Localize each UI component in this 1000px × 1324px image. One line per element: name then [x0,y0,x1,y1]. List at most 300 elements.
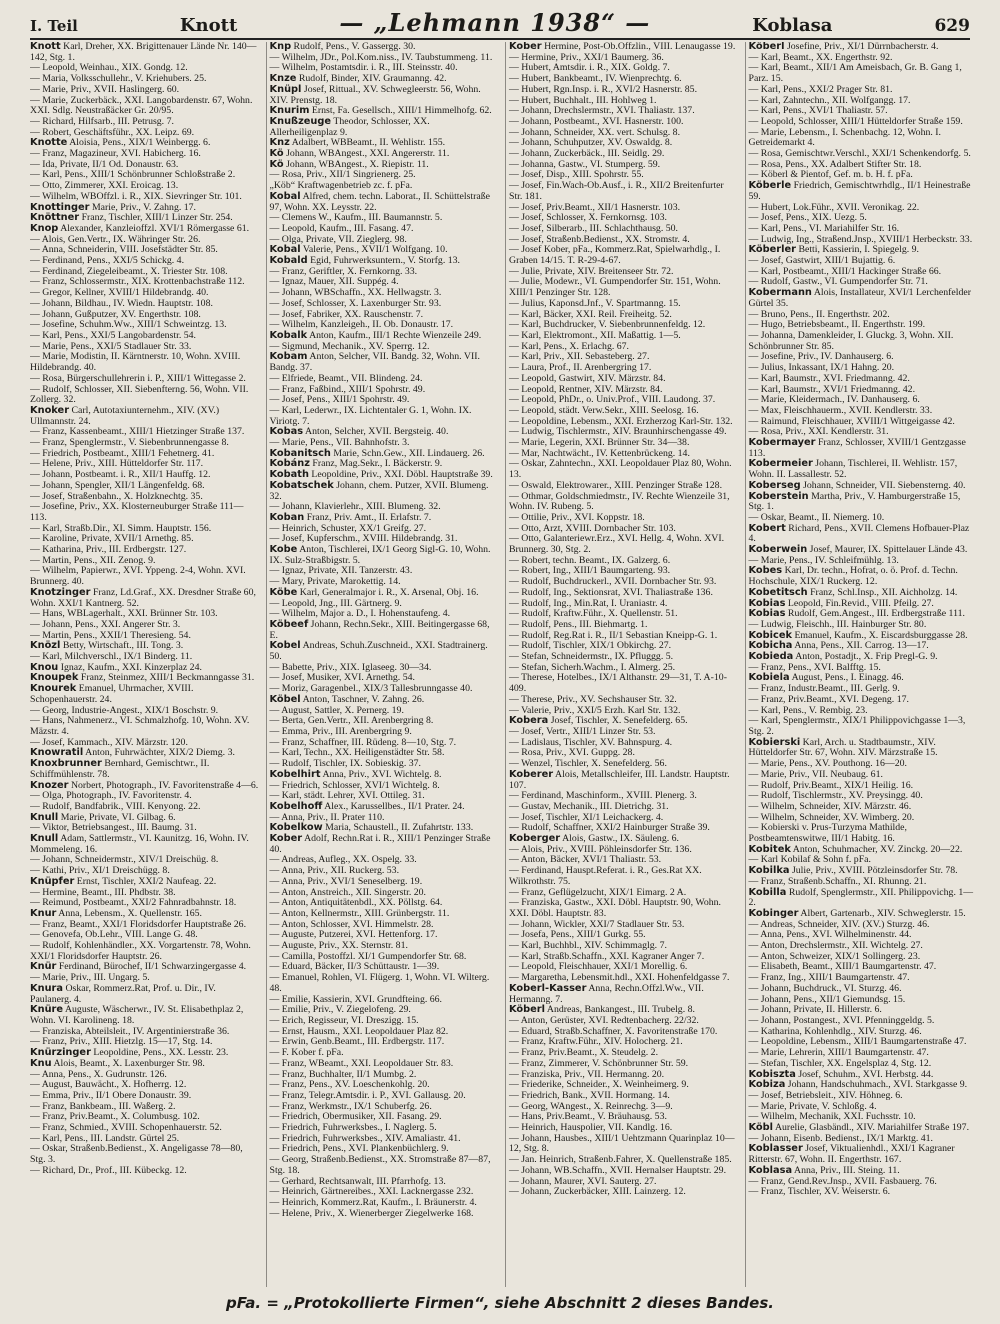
entry-details: — Hermine, Priv., XXI/1 Baumerg. 36. [509,51,664,63]
entry-details: — Erich, Regisseur, VI. Dreszigg. 15. [269,1014,419,1026]
entry-details: — Friedrich, Pens., XVI. Plankenbüchlerg. 9. [269,1143,449,1155]
entry-details: — Rudolf, Schaffner, XXI/2 Hainburger Straße 39. [509,822,710,834]
entry-details: Aloisia, Pens., XIX/1 Weinbergg. 6. [69,137,211,149]
entry-details: — Hubert, Lok.Führ., XVII. Veronikag. 22. [748,201,920,213]
entry-details: — Marie, Lehrerin, XIII/1 Baumgartenstr. 47. [748,1047,929,1059]
entry-details: — Julius, Kaponsd.Jnf., V. Spartmanng. 15. [509,297,681,309]
entry-surname: Knür [30,961,57,973]
entry-details: — Karl, Baumstr., XVI/1 Friedmanng. 42. [748,383,916,395]
entry-details: — Leopold, Fleischhauer, XXI/1 Morellig. 6. [509,961,688,973]
entry-details: — Johann, Klavierlehr., XIII. Blumeng. 32. [269,501,441,513]
entry-surname: Knur [30,907,57,919]
entry-details: — Ludwig, Tischlermstr., XIV. Braunhirschengasse 49. [509,426,727,438]
entry-details: — Ignaz, Private, XII. Tanzerstr. 43. [269,565,413,577]
right-catchword: Koblasa [752,15,833,36]
entry-surname: Koban [269,511,305,523]
entry-surname: Knüre [30,1004,64,1016]
entry-details: Marie, Schn.Gew., XII. Lindauerg. 26. [333,447,485,459]
entry-surname: Knüpfer [30,875,75,887]
entry-details: — Karl, städt. Lehrer, XVI. Ottileg. 31. [269,790,425,802]
entry-details: — Marie, Kleidermach., IV. Danhauserg. 6. [748,394,920,406]
entry-details: — Franz, Zimmerer, V. Schönbrunner Str. 59. [509,1057,689,1069]
directory-entry [749,823,979,844]
entry-details: Theodor, Schlosser, XX. Allerheiligenplaz 9. [269,115,430,138]
entry-details: — Oskar, Beamt., II. Niemerg. 10. [748,511,885,523]
entry-details: — Johann, Schuhputzer, XV. Oswaldg. 8. [509,137,673,149]
entry-details: Marie, Priv., V. Zahng. 17. [91,201,196,213]
entry-details: — Babette, Priv., XIX. Iglaseeg. 30—34. [269,661,432,673]
directory-entry [509,898,739,919]
entry-details: — Ludwig, Ing., Straßend.Jnsp., XVIII/1 Herbeckstr. 33. [748,233,973,245]
entry-details: — Ferdinand, Maschinform., XVIII. Plenerg. 3. [509,790,697,802]
entry-details: Oskar, Rommerz.Rat, Prof. u. Dir., IV. Paulanerg. 4. [30,982,216,1005]
entry-details: Franz, Schl.Insp., XII. Aichholzg. 14. [810,586,958,598]
entry-details: — Karl, Pens., XXI/2 Prager Str. 81. [748,83,893,95]
entry-details: — Johanna, Damenkleider, I. Gluckg. 3, Wohn. XII. Schönbrunner Str. 85. [748,329,954,352]
entry-details: Andreas, Schuh.Zuschneid., XXI. Stadtrainerg. 50. [269,640,488,663]
entry-surname: Knp [269,42,292,52]
entry-details: — Leopold, Gastwirt, XIV. Märzstr. 84. [509,372,666,384]
entry-surname: Knu [30,1057,52,1069]
entry-details: — Georg, Industrie-Angest., XIX/1 Boschstr. 9. [30,704,219,716]
entry-details: — Franz, Geflügelzucht, XIX/1 Eimarg. 2 A. [509,886,687,898]
directory-entry [270,352,500,373]
entry-details: Emanuel, Uhrmacher, XVIII. Schopenhauerstr. 24. [30,683,194,705]
directory-entry [749,459,979,480]
entry-details: — Franz, Tischler, XV. Weiserstr. 6. [748,1186,891,1198]
entry-surname: Kobánz [269,458,310,470]
entry-details: — Leopold, PhDr., o. Univ.Prof., VIII. Laudong. 37. [509,394,716,406]
directory-entry [270,1209,500,1220]
entry-details: — Rudolf, Ing., Sektionsrat, XVI. Thaliastraße 136. [509,586,713,598]
entry-details: — Laura, Prof., II. Arenbergring 17. [509,362,652,374]
entry-details: Rudolf, Spenglermstr., XII. Philippovichg. 1—2. [748,886,974,909]
entry-details: — Leopold, Jng., III. Gärtnerg. 9. [269,597,402,609]
entry-details: — Franz, Geriftler, X. Fernkorng. 33. [269,265,418,277]
entry-details: — Gregor, Kellner, XVIII/1 Hildebrandg. 40. [30,287,209,299]
entry-details: — Helene, Priv., X. Wienerberger Ziegelwerke 168. [269,1207,474,1219]
entry-details: — Franz, Werkmstr., IX/1 Schuberfg. 26. [269,1100,432,1112]
entry-details: — Franz, Faßbind., XIII/1 Spohrstr. 49. [269,383,426,395]
entry-surname: Knurim [269,105,310,117]
entry-details: — Josef, Silberarb., III. Schlachthausg. 50. [509,222,678,234]
entry-details: — Rudolf, Tischler, XIX/1 Obkirchg. 27. [509,640,672,652]
entry-details: — Bruno, Pens., II. Engerthstr. 202. [748,308,890,320]
entry-details: — Johann, Buchdruck., VI. Sturzg. 46. [748,982,902,994]
directory-entry [30,352,260,373]
entry-details: — Julie, Modewr., VI. Gumpendorfer Str. 151, Wohn. XIII/1 Penzinger Str. 128. [509,276,721,299]
entry-details: — Robert, Geschäftsführ., XX. Leipz. 69. [30,126,195,138]
entry-details: — Marie, Pens., VII. Bahnhofstr. 3. [269,437,410,449]
directory-entry [509,673,739,694]
entry-details: Johann, Handschuhmach., XVI. Starkgasse 9. [787,1079,968,1091]
entry-details: Friedrich, Gemischtwrhdlg., II/1 Heinestraße 59. [748,180,971,202]
entry-details: — Moriz, Garagenbel., XIX/3 Tallesbrunngasse 40. [269,683,473,695]
entry-details: Ernst, Tischler, XXI/2 Naufeag. 22. [76,875,217,887]
entry-details: — Wilhelm, Postamtsdir. i. R., III. Steinsstr. 40. [269,62,458,74]
entry-details: — Anna, Priv., II. Prater 110. [269,811,385,823]
entry-surname: Köbeef [269,618,309,630]
entry-details: — Anna, Schneiderin, VIII. Josefstädter Str. 85. [30,244,218,256]
entry-details: — Karl, Straßb.Dir., XI. Simm. Hauptstr. 156. [30,522,212,534]
directory-column [745,42,979,1287]
entry-details: — Therese, Hotelbes., IX/1 Althanstr. 29—31, T. A-10-409. [509,672,727,695]
entry-details: — Wilhelm, WBOffzl. i. R., XIX. Sievringer Str. 101. [30,190,242,202]
entry-details: — Karl, Postbeamt., XIII/1 Hackinger Straße 66. [748,265,942,277]
entry-surname: Knull [30,811,59,823]
entry-details: — Hubert, Amtsdir. i. R., XIX. Goldg. 7. [509,62,670,74]
entry-details: — Johann, Gußputzer, XV. Engerthstr. 108. [30,308,201,320]
entry-details: — Josef, Tischler, XI/1 Leichackerg. 4. [509,811,664,823]
directory-entry [749,331,979,352]
entry-details: — Rosa, Gemischtwr.Verschl., XXI/1 Schenkendorfg. 5. [748,148,971,160]
entry-details: Adolf, Rechn.Rat i. R., XIII/1 Penzinger Straße 40. [269,833,491,855]
entry-details: — Karl, Buchdrucker, V. Siebenbrunnenfeldg. 12. [509,319,706,331]
entry-surname: Kobanitsch [269,447,331,459]
directory-entry [509,245,739,266]
entry-details: „Köb“ Kraftwagenbetrieb zc. f. pFa. [269,180,413,192]
entry-details: — Reimund, Postbeamt., XXI/2 Fahnradbahnstr. 18. [30,897,237,909]
entry-details: — Marie, Legerin, XXI. Brünner Str. 34—38. [509,437,690,449]
entry-details: — Franz, Beamt., XXI/1 Floridsdorfer Hauptstraße 26. [30,918,247,930]
directory-entry [749,63,979,84]
entry-details: — Otto, Arzt, XVIII. Dornbacher Str. 103. [509,522,676,534]
entry-details: — Karl, Pens., XVI/1 Thaliastr. 57. [748,105,888,117]
entry-details: — Heinrich, Kommerz.Rat, Kaufm., I. Bräunerstr. 4. [269,1196,477,1208]
entry-details: — Josef, Pens., XIX. Uezg. 5. [748,212,867,224]
entry-surname: Kobicha [748,640,793,652]
entry-details: — Gerhard, Rechtsanwalt, III. Pfarrhofg. 13. [269,1175,446,1187]
entry-details: Rudolf, Binder, XIV. Graumanng. 42. [298,73,447,85]
entry-surname: Kobieda [748,651,794,663]
entry-details: — Rudolf, Schlosser, XII. Siebenfterng. 56, Wohn. VII. Zollerg. 32. [30,383,249,406]
entry-details: — Rudolf, Gastw., VI. Gumpendorfer Str. 71. [748,276,928,288]
entry-details: — Alois, Gen.Vertr., IX. Währinger Str. 26. [30,233,201,245]
entry-details: — Ida, Private, II/1 Od. Donaustr. 63. [30,158,179,170]
entry-details: — Andreas, Schneider, XIV. (XV.) Sturzg. 46. [748,918,930,930]
entry-details: — Johann, Private, II. Hillerstr. 6. [748,1004,882,1016]
entry-details: Emanuel, Kaufm., X. Eiscardsburggasse 28. [794,629,968,641]
entry-details: — Johann, Schneidermstr., XIV/1 Dreischüg. 8. [30,854,219,866]
entry-details: — Anna, Priv., XVI/1 Seneselberg. 19. [269,875,423,887]
entry-details: — Josef, Straßenb.Bedienst., XX. Stromstr. 4. [509,233,690,245]
entry-details: — Anton, Anstreich., XII. Singerstr. 20. [269,886,426,898]
directory-entry [30,385,260,406]
entry-details: — Marie, Priv., XVII. Haslingerg. 60. [30,83,180,95]
entry-details: — Marie, Pens., XXI/5 Stadlauer Str. 33. [30,340,192,352]
directory-entry [30,984,260,1005]
entry-surname: Kobelhirt [269,768,321,780]
entry-details: — Josefine, Priv., XX. Klosterneuburger Straße 111—113. [30,501,244,523]
entry-details: — Rosa, Priv., XXI. Kendlerstr. 31. [748,426,889,438]
entry-details: — Marie, Lebensm., I. Schenbachg. 12, Wohn. I. Getreidemarkt 4. [748,126,941,149]
entry-details: — Franziska, Abteilsleit., IV. Argentinierstraße 36. [30,1025,230,1037]
entry-details: Anna, Priv., XVI. Wichtelg. 8. [322,768,442,780]
entry-details: — Hubert, Rgn.Insp. i. R., XVI/2 Hasnerstr. 85. [509,83,698,95]
entry-details: — Josef, Schlosser, X. Laxenburger Str. 93. [269,297,442,309]
entry-details: — Wilhelm, Mechanik, XXI. Fuchsstr. 10. [748,1111,916,1123]
entry-details: — Anna, Pens., X. Gudrunstr. 126. [30,1068,167,1080]
entry-surname: Köberle [748,180,792,192]
entry-details: — Maria, Volksschullehr., V. Kriehubers. 25. [30,73,207,85]
entry-details: — Josef, Fin.Wach-Ob.Ausf., i. R., XII/2 Breitenfurter Str. 181. [509,180,724,202]
entry-surname: Kobias [748,608,786,620]
entry-surname: Kobermeier [748,458,813,470]
entry-surname: Koberl-Kasser [509,982,587,994]
entry-details: — Franz, Kassenbeamt., XIII/1 Hietzinger Straße 137. [30,426,245,438]
entry-details: Josefine, Priv., XI/1 Dürrnbacherstr. 4. [786,42,939,52]
entry-details: — Rosa, Priv., XII/1 Singrienerg. 25. [269,169,416,181]
entry-details: Ferdinand, Bürochef, II/1 Schwarzingergasse 4. [58,961,247,973]
entry-details: — Max, Fleischhauerm., XVII. Kendlerstr. 33. [748,404,933,416]
entry-details: — Ferdinand, Pens., XXI/5 Schickg. 4. [30,255,185,267]
directory-entry [30,1005,260,1026]
entry-surname: Kobelkow [269,822,323,834]
entry-details: Betti, Kassierin, I. Spiegelg. 9. [798,244,919,256]
entry-details: — Margaretha, Lebensmit.hdl., XXI. Hohenfeldgasse 7. [509,972,730,984]
entry-details: — Kobierski v. Prus-Turzyma Mathilde, Postbeamtenswitwe, III/1 Habitg. 16. [748,822,907,845]
entry-surname: Knz [269,137,290,149]
entry-details: — Emma, Priv., III. Arenbergring 9. [269,726,412,737]
entry-surname: Kobelhoff [269,800,323,812]
directory-entry [749,888,979,909]
entry-details: — Wilhelm, Schneider, XV. Wimberg. 20. [748,811,915,823]
entry-details: — Josef, Priv.Beamt., XII/1 Hasnerstr. 103. [509,201,681,213]
entry-details: — Franz, Schaffner, III. Rüdeng. 8—10, Stg. 7. [269,736,457,748]
entry-details: — Johann, WB.Schaffn., XVII. Hernalser Hauptstr. 29. [509,1164,727,1176]
entry-details: — Ludwig, Fleischh., III. Hainburger Str. 80. [748,618,927,630]
entry-details: Marie, Private, VI. Gilbag. 6. [60,811,176,823]
entry-surname: Kobald [269,255,308,267]
entry-surname: Kobilka [748,865,790,877]
entry-details: — Karl, Lederwr., IX. Lichtentaler G. 1, Wohn. IX. Viriotg. 7. [269,404,472,427]
entry-details: — Othmar, Goldschmiedmstr., IV. Rechte Wienzeile 31, Wohn. IV. Rubeng. 5. [509,490,730,513]
entry-surname: Kobam [269,351,308,363]
entry-details: — Oskar, Straßenb.Bedienst., X. Angeligasse 78—80, Stg. 3. [30,1143,243,1166]
entry-details: — Marie, Private, V. Schloßg. 4. [748,1100,877,1112]
entry-details: — Karl, Techn., XX. Heiligenstädter Str. 58. [269,747,445,759]
entry-surname: Knoxbrunner [30,758,102,770]
entry-details: — Johann, Postbeamt. i. R., XII/1 Hauffg. 12. [30,469,211,481]
entry-details: — Marie, Modistin, II. Kärntnerstr. 10, Wohn. XVIII. Hildebrandg. 40. [30,351,241,374]
entry-details: — Karl, Pens., V. Rembig. 23. [748,704,868,716]
entry-details: — Hans, Nahmenerz., VI. Schmalzhofg. 10, Wohn. XV. Mäzstr. 4. [30,715,250,737]
entry-details: — Josef, Schlosser, X. Fernkornsg. 103. [509,212,667,224]
entry-details: — Johann, Zuckerbäck., III. Seidlg. 29. [509,148,665,160]
entry-details: — Mar, Nachtwächt., IV. Kettenbrückeng. 14. [509,447,690,459]
directory-entry [270,481,500,502]
entry-details: — Clemens W., Kaufm., III. Baumannstr. 5. [269,212,443,224]
entry-details: — Helene, Priv., XIII. Hütteldorfer Str. 117. [30,458,204,470]
entry-surname: Knozer [30,779,69,791]
entry-details: — Johann, Postbeamt., XVI. Hasnerstr. 100. [509,115,684,127]
entry-details: — Johann, WBSchaffn., XX. Hellwagstr. 3. [269,287,442,299]
entry-details: — Ottilie, Priv., XVI. Koppstr. 18. [509,511,645,523]
entry-surname: Koberseg [748,479,801,491]
directory-entry [509,534,739,555]
entry-details: Ernst, Fa. Gesellsch., XIII/1 Himmelhofg. 62. [311,105,492,117]
entry-details: — Franz, Pens., XVI. Balfftg. 15. [748,661,881,673]
entry-surname: Koblasser [748,1143,803,1155]
entry-details: — Josef, Vertr., XIII/1 Linzer Str. 53. [509,726,656,737]
entry-details: — Wilhelm, Major a. D., I. Hohenstaufeng. 4. [269,608,451,620]
entry-details: — Olga, Photograph., IV. Favoritenstr. 4. [30,790,192,802]
entry-details: Josef, Rittual., XV. Schwegleerstr. 56, Wohn. XIV. Prenstg. 18. [269,83,481,106]
entry-details: — Ladislaus, Tischler, XV. Bahnspurg. 4. [509,736,673,748]
entry-details: — Johann, Pens., XII/1 Giemundsg. 15. [748,993,906,1005]
entry-details: — Friedrich, Bank., XVII. Hormang. 14. [509,1089,670,1101]
entry-details: — Emilie, Kassierin, XVI. Grundfteing. 66. [269,993,443,1005]
entry-details: — Jan. Heinrich, Straßenb.Fahrer, X. Quellenstraße 185. [509,1154,732,1166]
entry-surname: Koblasa [748,1164,793,1176]
entry-details: — Oswald, Elektrowarer., XIII. Penzinger Straße 128. [509,479,723,491]
entry-details: Karl, Arch. u. Stadtbaumstr., XIV. Hütteldorfer Str. 67, Wohn. XIV. Märzstraße 15. [748,736,938,759]
entry-details: — Karl, Baumstr., XVI. Friedmanng. 42. [748,372,910,384]
directory-entry [30,759,260,780]
entry-details: — Franz, Priv.Beamt., X. Steudelg. 2. [509,1047,659,1059]
entry-details: — Karl, Buchhbl., XIV. Schimmaglg. 7. [509,940,667,952]
entry-details: — Emilie, Priv., V. Ziegelofeng. 29. [269,1004,411,1016]
directory-entry [749,181,979,202]
entry-surname: Kobal [269,244,301,256]
entry-details: Alexander, Kanzleioffzl. XVI/1 Römergasse 61. [60,222,250,234]
entry-details: — Franz, Gend.Rev.Jnsp., XVII. Fasbauerg. 76. [748,1175,937,1187]
entry-details: — Franziska, Priv., VII. Hermanng. 20. [509,1068,665,1080]
entry-details: — Raimund, Fleischhauer, XVIII/1 Wittgeigasse 42. [748,415,955,427]
directory-entry [509,866,739,887]
entry-details: — Johann, Schneider, XX. vert. Schulsg. 8. [509,126,681,138]
entry-details: — Katharina, Priv., III. Erdbergstr. 127. [30,544,187,556]
directory-entry [270,973,500,994]
entry-surname: Koberwein [748,544,808,556]
entry-details: — Franziska, Gastw., XXI. Döbl. Hauptstr. 90, Wohn. XXI. Döbl. Hauptstr. 83. [509,897,722,919]
entry-details: Alois, Metallschleifer, III. Landstr. Hauptstr. 107. [509,768,730,791]
entry-details: Leopoldine, Pens., XX. Lesstr. 23. [93,1047,229,1059]
entry-details: Rudolf, Gem.Angest., III. Erdbergstraße 111. [787,608,965,620]
directory-entry [30,566,260,587]
entry-surname: Knop [30,222,59,234]
directory-columns [30,42,978,1287]
entry-details: — Marie, Zuckerbäck., XXI. Langobardenstr. 67, Wohn. XXI. Sdlg. Neustraßäcker Gr. 20/95. [30,94,253,117]
entry-details: — Anton, Drechslermstr., XII. Wichtelg. 27. [748,940,923,952]
entry-details: — Friedrich, Fuhrwerksbes., I. Naglerg. 5. [269,1122,437,1134]
entry-details: — Franz, Kraftw.Führ., XIV. Holocherg. 21. [509,1036,683,1048]
directory-column [266,42,500,1287]
entry-details: Anna, Rechn.Offzl.Ww., VII. Hermanng. 7. [509,982,704,1005]
entry-surname: Kö [269,148,284,160]
entry-details: Anton, Schuhmacher, XV. Zinckg. 20—22. [792,843,963,855]
directory-entry [270,192,500,213]
entry-details: — Franz, Schmied., XVIII. Schopenhauerstr. 52. [30,1122,222,1134]
directory-entry [509,1187,739,1198]
entry-details: Alois, Gastw., IX. Säuleng. 6. [562,833,679,845]
entry-surname: Knotte [30,137,68,149]
entry-details: — August, Sattler, X. Pernerg. 19. [269,704,404,716]
directory-entry [509,459,739,480]
directory-entry [270,85,500,106]
entry-details: Andreas, Bankangest., III. Trubelg. 8. [546,1004,695,1016]
entry-surname: Kobalk [269,329,308,341]
entry-details: — Leopoldine, Lebensm., XXI. Erzherzog Karl-Str. 132. [509,415,733,427]
entry-details: — Josef, Kammach., XIV. Märzstr. 120. [30,736,188,748]
entry-surname: Knürzinger [30,1047,91,1059]
entry-details: — Robert, techn. Beamt., IX. Galzerg. 6. [509,554,671,566]
entry-details: — Julie, Private, XIV. Breitenseer Str. 72. [509,265,674,277]
entry-details: — Karl, Bäcker, XXI. Reil. Freiheitg. 52. [509,308,672,320]
entry-details: — Marie, Priv., III. Ungarg. 5. [30,972,150,984]
entry-details: — Hans, WBLagerhalt., XXI. Brünner Str. 103. [30,608,218,620]
entry-details: — Josef, Kupferschm., XVIII. Hildebrandg. 31. [269,533,458,545]
entry-details: — Rudolf, Pens., III. Biehmartg. 1. [509,618,648,630]
directory-entry [30,502,260,523]
directory-entry [749,1187,979,1198]
entry-details: — F. Kober f. pFa. [269,1047,344,1059]
entry-details: — Franz, Schlossermstr., XIX. Krottenbachstraße 112. [30,276,245,288]
entry-surname: Kobath [269,469,309,481]
entry-details: — Mary, Private, Marokettig. 14. [269,576,401,588]
entry-details: — Johann, Hausbes., XIII/1 Uehtzmann Quarinplaz 10—12, Stg. 8. [509,1132,735,1155]
directory-entry [509,277,739,298]
entry-details: — Wilhelm, Papierwr., XVI. Yppeng. 2-4, Wohn. XVI. Brunnerg. 40. [30,565,246,588]
entry-details: — Hubert, Buchhalt., III. Hohlweg 1. [509,94,657,106]
entry-details: — Ferdinand, Ziegeleibeamt., X. Triester Str. 108. [30,265,228,277]
entry-details: — Gustav, Mechanik., III. Dietrichg. 31. [509,800,669,812]
entry-details: — Karl, Beamt., XX. Engerthstr. 92. [748,51,893,63]
entry-details: — Heinrich, Gärtnereibes., XXI. Lacknergasse 232. [269,1186,474,1198]
entry-surname: Knoker [30,404,70,416]
entry-details: — Anton, Bäcker, XVI/1 Thaliastr. 53. [509,854,662,866]
entry-details: — Anna, Pens., XVI. Wilhelminenstr. 44. [748,929,912,941]
entry-details: — Marie, Priv., VII. Neubaug. 61. [748,768,883,780]
page-number: 629 [934,16,970,36]
directory-entry [30,406,260,427]
entry-details: Hermine, Post-Ob.Offzlin., VIII. Lenaugasse 19. [544,42,736,52]
directory-column [30,42,260,1287]
entry-details: — Johann, Drechslermstr., XVI. Thaliastr. 137. [509,105,695,117]
directory-entry [30,42,260,63]
directory-entry [509,181,739,202]
entry-details: — Karl, Straßb.Schaffn., XXI. Kagraner Anger 7. [509,950,705,962]
entry-details: Bernhard, Gemischtwr., II. Schiffmühlenstr. 78. [30,758,210,780]
entry-details: — Franz, Ing., XIII/1 Baumgartenstr. 47. [748,972,910,984]
left-catchword: Knott [179,15,238,36]
entry-details: — Franz, Priv.Beamt., XVI. Degeng. 17. [748,693,909,705]
entry-details: Johann, WBAngest., X. Riepistr. 11. [286,158,429,170]
entry-surname: Kobias [748,597,786,609]
entry-details: — Auguste, Putzerei, XVI. Hettenforg. 17. [269,929,438,941]
entry-surname: Kobe [269,544,298,556]
entry-surname: Knußzeuge [269,115,332,127]
entry-details: — Josef, Disp., XIII. Spohrstr. 55. [509,169,644,181]
entry-details: Adam, Sattlermstr., VI. Kaunitzg. 16, Wohn. IV. Mommeleng. 16. [30,833,249,855]
entry-surname: Kobinger [748,907,799,919]
entry-details: — August, Bauwächt., X. Hofherrg. 12. [30,1079,187,1091]
entry-details: — Franz, Bankbeam., III. Waßerg. 2. [30,1100,176,1112]
entry-surname: Kobera [509,715,549,727]
entry-details: Aurelie, Glasbändl., XIV. Mariahilfer Straße 197. [774,1122,970,1134]
page-header [30,8,970,40]
directory-entry [270,620,500,641]
entry-surname: Kobiela [748,672,790,684]
entry-details: Johann, Schneider, VII. Siebensterng. 40. [803,479,966,491]
entry-details: Karl, Dr. techn., Hofrat, o. ö. Prof. d. Techn. Hochschule, XIX/1 Ruckerg. 12. [748,565,958,588]
entry-details: — Josef Kober, pFa., Kommerz.Rat, Spielwarhdlg., I. Graben 14/15. T. R-29-4-67. [509,244,721,267]
entry-details: — Franz, Buchhalter, II/1 Mumbg. 2. [269,1068,417,1080]
entry-details: — Rudolf, Kraftw.Führ., X. Quellenstr. 51. [509,608,678,620]
entry-details: Josef, Tischler, X. Senefelderg. 65. [550,715,688,727]
entry-details: — Emanuel, Rohlen, VI. Flügerg. 1, Wohn. VI. Wilterg. 48. [269,972,490,994]
directory-entry [30,588,260,609]
